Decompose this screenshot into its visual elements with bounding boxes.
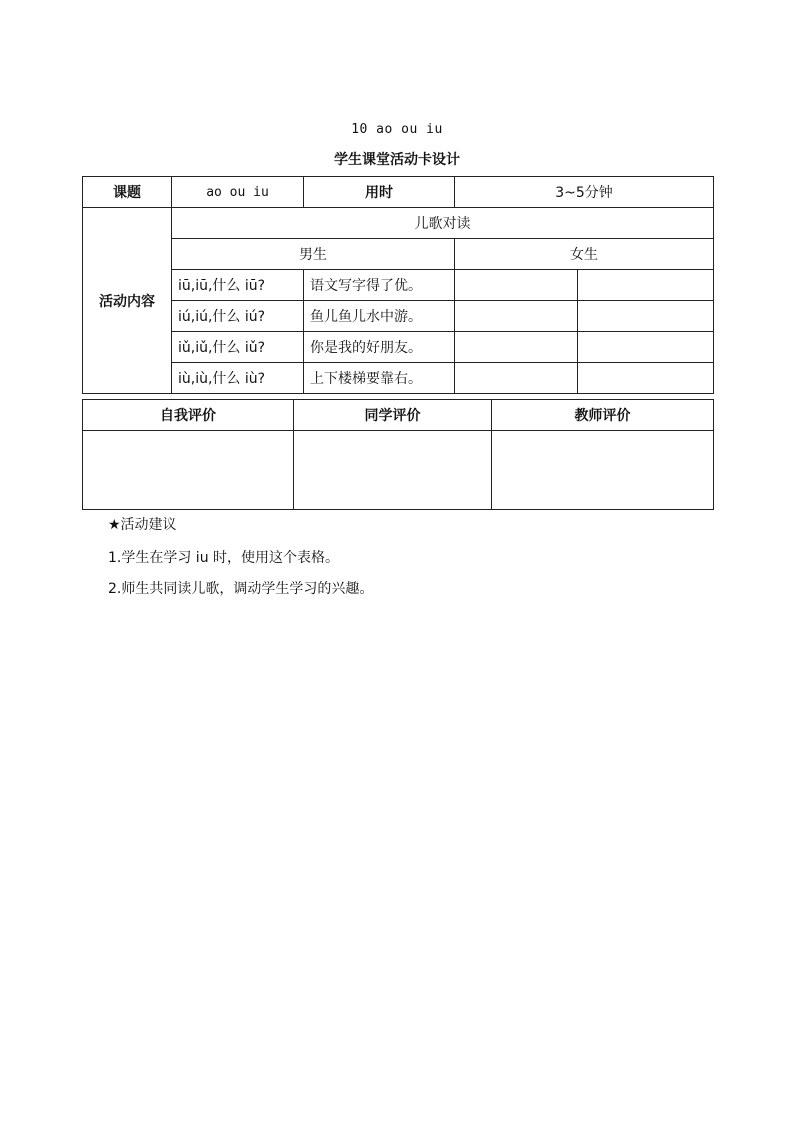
evaluation-table (82, 399, 714, 510)
activity-table (82, 176, 714, 394)
blank-cell (455, 301, 578, 332)
boys-label: 男生 (172, 239, 455, 270)
info-row (83, 177, 714, 208)
boy-line: iū,iū,什么 iū? (172, 270, 304, 301)
activity-title: 儿歌对读 (172, 208, 714, 239)
blank-cell (455, 363, 578, 394)
teacher-evaluation-cell (492, 431, 714, 510)
lesson-heading: 10 ao ou iu (351, 122, 443, 137)
teacher-evaluation-label: 教师评价 (492, 400, 714, 431)
evaluation-header-row (83, 400, 714, 431)
evaluation-blank-row (83, 431, 714, 510)
topic-label: 课题 (83, 177, 172, 208)
peer-evaluation-cell (294, 431, 492, 510)
girl-line: 你是我的好朋友。 (304, 332, 455, 363)
activity-title-row (83, 208, 714, 239)
blank-cell (578, 363, 714, 394)
time-value: 3~5分钟 (455, 177, 714, 208)
girl-line: 语文写字得了优。 (304, 270, 455, 301)
boy-line: iú,iú,什么 iú? (172, 301, 304, 332)
boy-line: iù,iù,什么 iù? (172, 363, 304, 394)
self-evaluation-cell (83, 431, 294, 510)
girls-label: 女生 (455, 239, 714, 270)
time-label: 用时 (304, 177, 455, 208)
blank-cell (578, 332, 714, 363)
table-row (83, 301, 714, 332)
blank-cell (578, 270, 714, 301)
suggestion-item: 2.师生共同读儿歌，调动学生学习的兴趣。 (108, 581, 374, 597)
table-row (83, 332, 714, 363)
blank-cell (578, 301, 714, 332)
boy-line: iǔ,iǔ,什么 iǔ? (172, 332, 304, 363)
girl-line: 上下楼梯要靠右。 (304, 363, 455, 394)
activity-label: 活动内容 (83, 208, 172, 394)
topic-value: ao ou iu (172, 177, 304, 208)
girl-line: 鱼儿鱼儿水中游。 (304, 301, 455, 332)
card-title: 学生课堂活动卡设计 (334, 152, 460, 168)
self-evaluation-label: 自我评价 (83, 400, 294, 431)
table-row (83, 270, 714, 301)
blank-cell (455, 332, 578, 363)
blank-cell (455, 270, 578, 301)
table-row (83, 363, 714, 394)
suggestions-title: ★活动建议 (108, 517, 177, 533)
suggestion-item: 1.学生在学习 iu 时，使用这个表格。 (108, 550, 340, 566)
role-header-row (83, 239, 714, 270)
peer-evaluation-label: 同学评价 (294, 400, 492, 431)
